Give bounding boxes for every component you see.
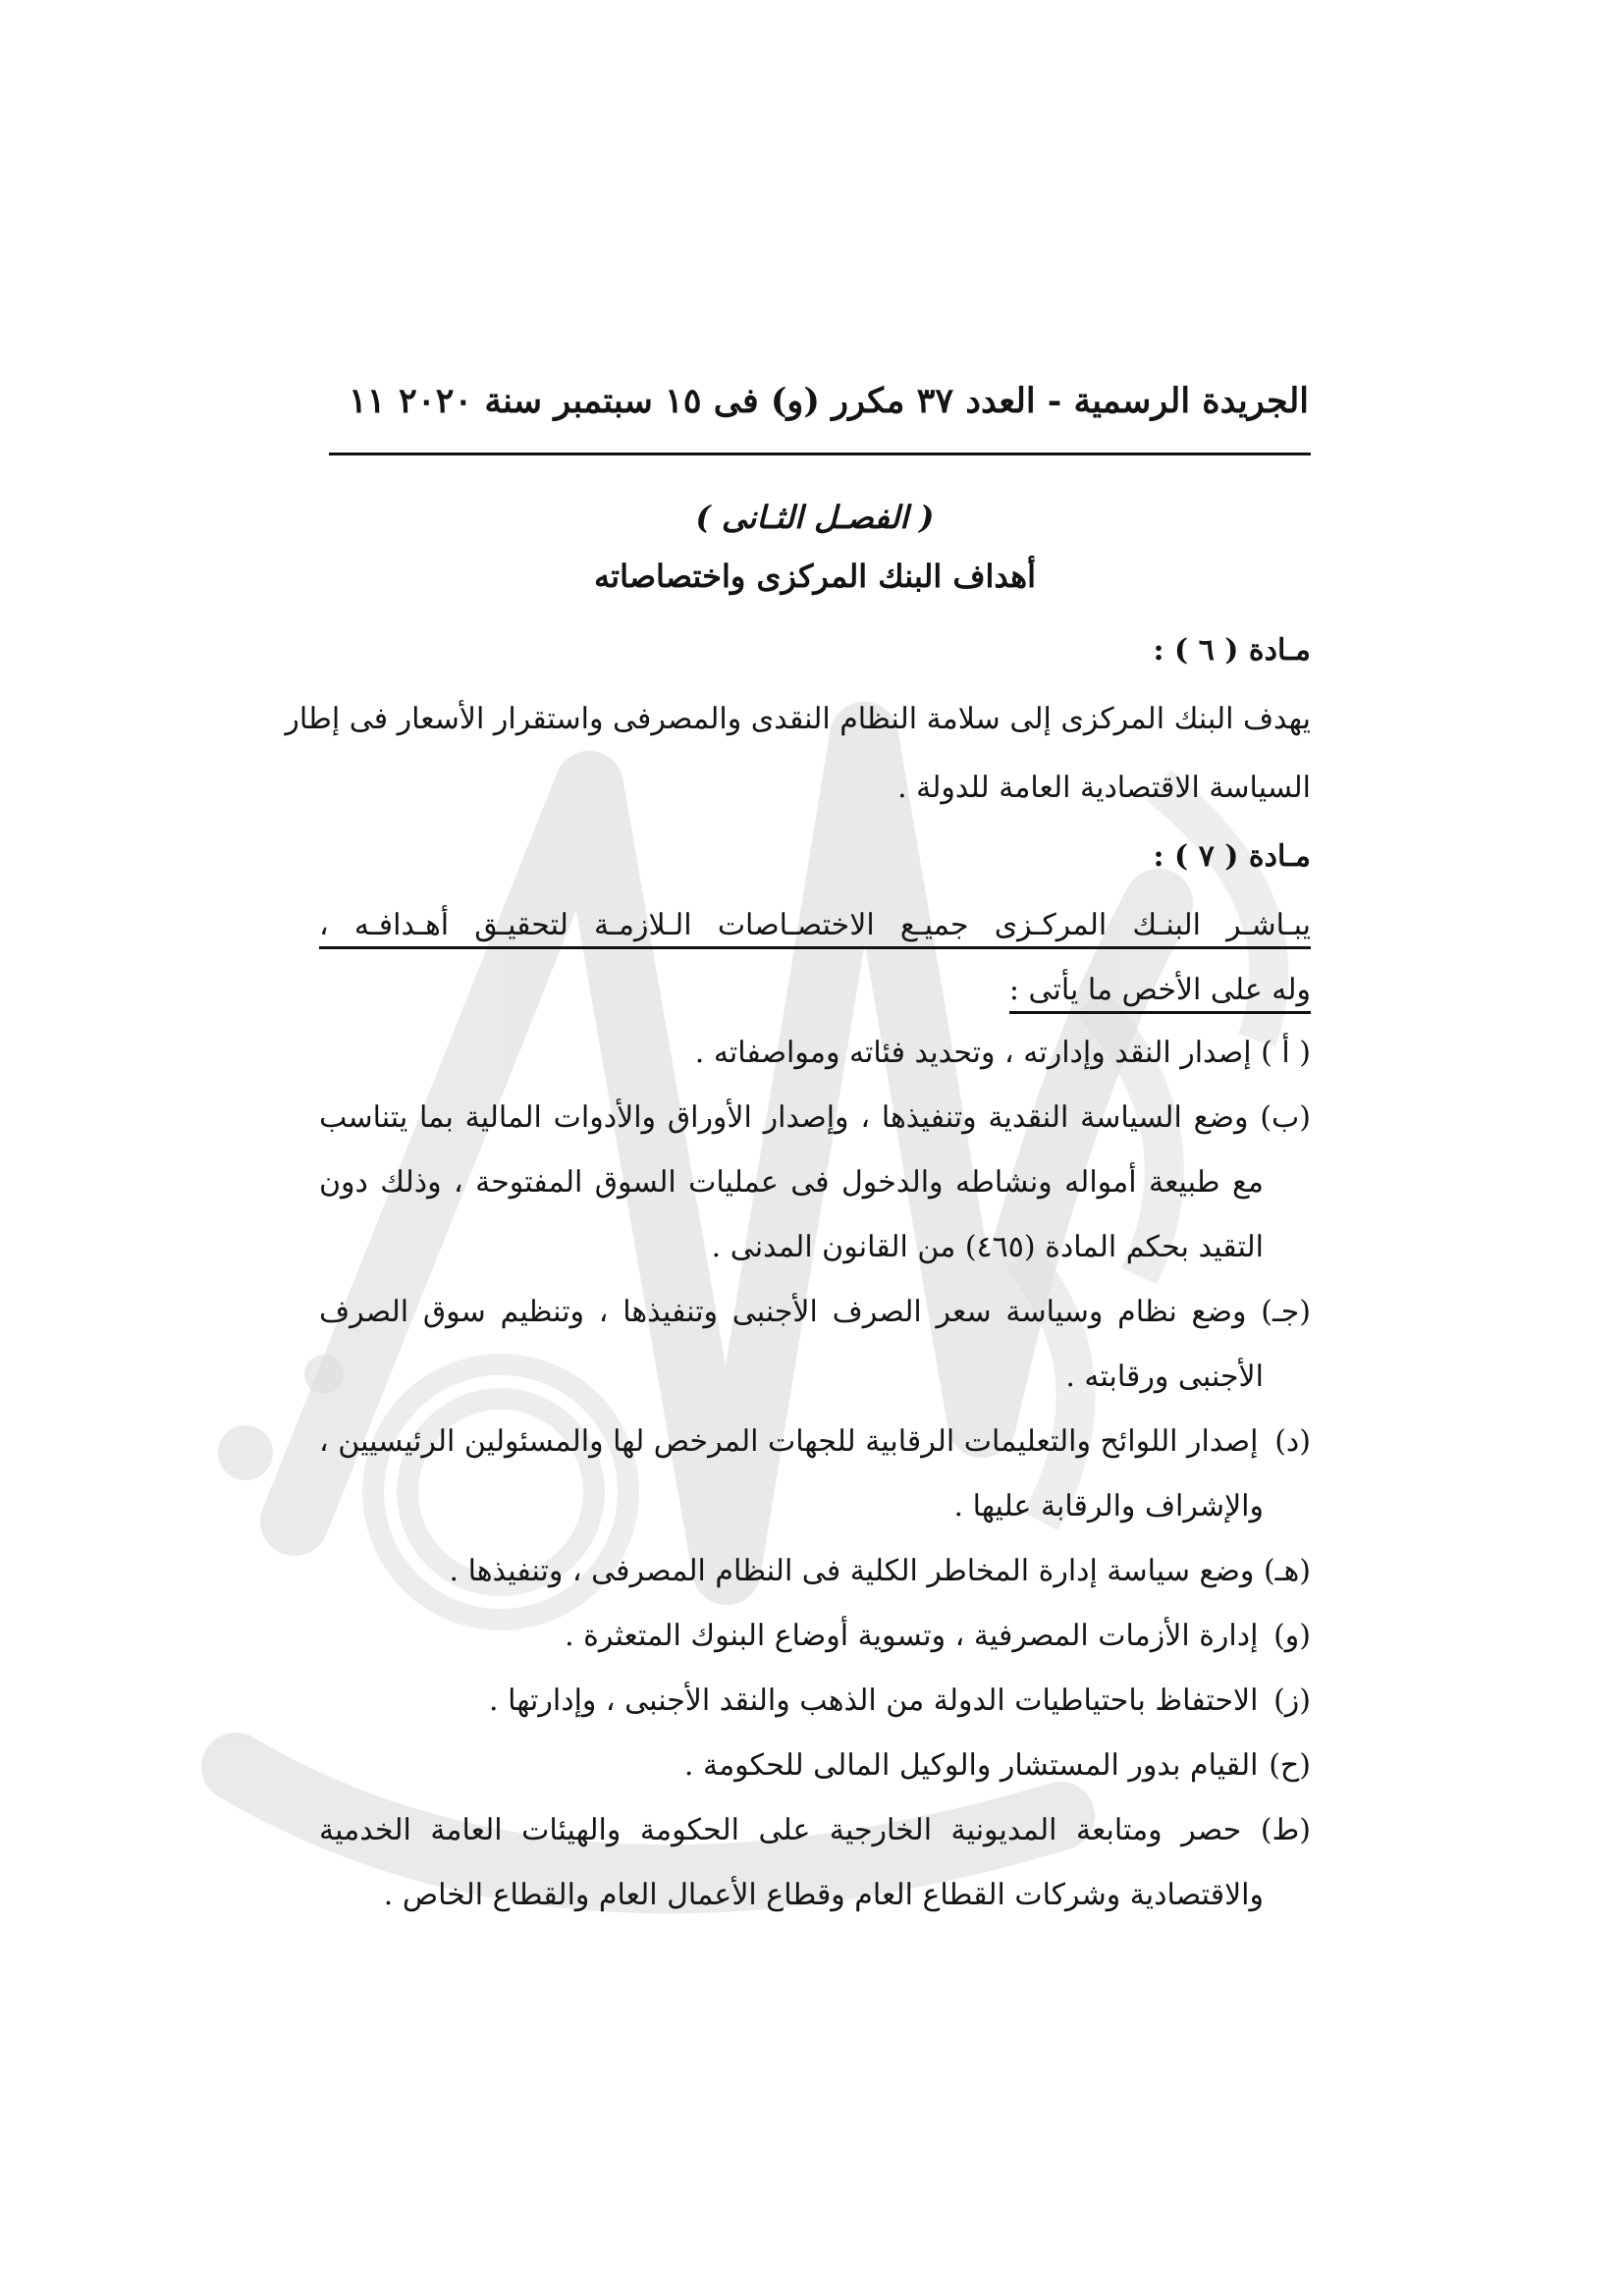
list-item-label: ( أ ) [1261, 1036, 1311, 1070]
article-7-intro-line-1 [319, 905, 1311, 946]
article-7-heading: مـادة ( ٧ ) : [1153, 839, 1311, 874]
page-header [349, 381, 1309, 430]
article-7-intro-line-2 [319, 970, 1311, 1011]
list-item-dal-cont-1: والإشراف والرقابة عليها . [953, 1489, 1264, 1523]
list-item-tta [319, 1810, 1311, 1851]
list-item-jim [319, 1292, 1311, 1333]
chapter-subtitle: أهداف البنك المركزى واختصاصاته [594, 558, 1036, 595]
list-item-label: (ط) [1260, 1813, 1311, 1847]
document-page [285, 0, 1311, 2296]
list-item-text: حصر ومتابعة المديونية الخارجية على الحكومة والهيئات العامة الخدمية [319, 1813, 1242, 1847]
list-item-text: وضع سياسة إدارة المخاطر الكلية فى النظام المصرفى ، وتنفيذها . [449, 1554, 1255, 1588]
list-item-alif [319, 1033, 1311, 1074]
list-item-text: الاحتفاظ باحتياطيات الدولة من الذهب والنقد الأجنبى ، وإدارتها . [489, 1683, 1259, 1718]
list-item-text: إصدار اللوائح والتعليمات الرقابية للجهات المرخص لها والمسئولين الرئيسيين ، [319, 1424, 1259, 1459]
gazette-header-title: الجريدة الرسمية - العدد ٣٧ مكرر (و) فى ١٥ سبتمبر سنة ٢٠٢٠ [399, 381, 1309, 421]
list-item-waw [319, 1616, 1311, 1657]
list-item-label: (ح) [1269, 1748, 1311, 1783]
list-item-text: القيام بدور المستشار والوكيل المالى للحكومة . [683, 1748, 1259, 1783]
list-item-label: (هـ) [1263, 1554, 1311, 1588]
list-item-dal [319, 1421, 1311, 1463]
list-item-text: إصدار النقد وإدارته ، وتحديد فئاته ومواصفاته . [694, 1036, 1252, 1070]
list-item-text: وضع السياسة النقدية وتنفيذها ، وإصدار الأوراق والأدوات المالية بما يتناسب [319, 1100, 1249, 1135]
article-6-text-line-2: السياسة الاقتصادية العامة للدولة . [897, 771, 1311, 805]
article-7-intro-text-1: يبـاشـر البنـك المركـزى جميـع الاختصـاصات الـلازمـة لتحقيـق أهـدافـه ، [319, 908, 1311, 949]
list-item-text: إدارة الأزمات المصرفية ، وتسوية أوضاع البنوك المتعثرة . [565, 1619, 1259, 1653]
page-number: ١١ [349, 381, 386, 421]
list-item-jim-cont-1: الأجنبى ورقابته . [1065, 1360, 1264, 1394]
header-divider [329, 453, 1311, 455]
article-7-intro-text-2: وله على الأخص ما يأتى : [1009, 973, 1311, 1014]
article-6-text-line-1: يهدف البنك المركزى إلى سلامة النظام النقدى والمصرفى واستقرار الأسعار فى إطار [285, 702, 1311, 736]
chapter-title: ( الفصـل الثـانى ) [695, 499, 935, 536]
list-item-text: وضع نظام وسياسة سعر الصرف الأجنبى وتنفيذها ، وتنظيم سوق الصرف [319, 1295, 1247, 1329]
list-item-ba-cont-2: التقيد بحكم المادة (٤٦٥) من القانون المدنى . [711, 1230, 1264, 1264]
list-item-zay [319, 1681, 1311, 1722]
list-item-label: (ز) [1273, 1683, 1311, 1718]
list-item-hha [319, 1745, 1311, 1787]
article-6-heading: مـادة ( ٦ ) : [1153, 633, 1311, 667]
list-item-label: (جـ) [1261, 1295, 1311, 1329]
list-item-ba [319, 1097, 1311, 1139]
list-item-label: (و) [1273, 1619, 1311, 1653]
list-item-label: (د) [1274, 1424, 1311, 1459]
list-item-label: (ب) [1260, 1100, 1311, 1135]
list-item-tta-cont-1: والاقتصادية وشركات القطاع العام وقطاع الأعمال العام والقطاع الخاص . [383, 1878, 1264, 1912]
list-item-ba-cont-1: مع طبيعة أمواله ونشاطه والدخول فى عمليات السوق المفتوحة ، وذلك دون [319, 1165, 1264, 1200]
list-item-ha [319, 1551, 1311, 1592]
